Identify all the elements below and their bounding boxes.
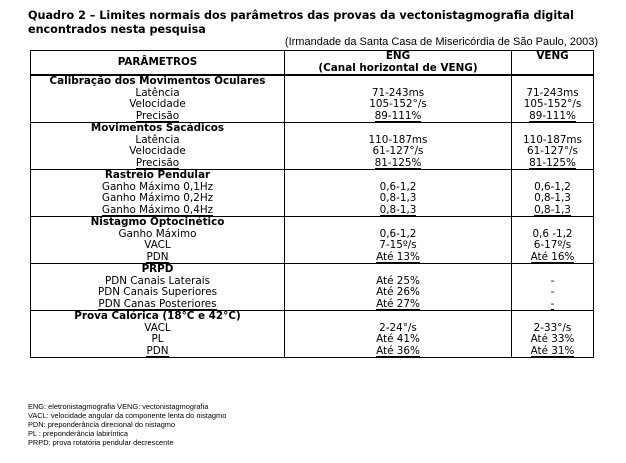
veng-value-text: 89-111% bbox=[529, 109, 576, 122]
parameter-cell bbox=[31, 170, 285, 217]
section-row bbox=[31, 264, 594, 311]
eng-value bbox=[287, 111, 509, 123]
veng-value-text: Até 33% bbox=[530, 333, 575, 345]
veng-value-text: 6-17º/s bbox=[533, 239, 572, 251]
eng-value bbox=[287, 346, 509, 358]
veng-value bbox=[514, 346, 591, 358]
parameter-label bbox=[33, 252, 282, 264]
footnote: VACL: velocidade angular da componente lenta do nistagmo bbox=[28, 411, 227, 421]
eng-cell bbox=[285, 311, 512, 358]
veng-value bbox=[514, 240, 591, 252]
header-veng: VENG bbox=[512, 51, 594, 76]
eng-value bbox=[287, 193, 509, 205]
eng-value-text: 0,6-1,2 bbox=[379, 180, 417, 193]
parameter-label bbox=[33, 240, 282, 252]
section-title: Movimentos Sacádicos bbox=[90, 122, 225, 134]
veng-value bbox=[514, 111, 591, 123]
veng-value bbox=[514, 299, 591, 311]
section-title: Prova Calórica (18°C e 42°C) bbox=[74, 310, 241, 322]
veng-value-text: 110-187ms bbox=[523, 133, 582, 146]
parameter-label-text: PDN Canas Posteriores bbox=[98, 297, 217, 310]
parameter-cell bbox=[31, 311, 285, 358]
veng-value bbox=[514, 193, 591, 205]
eng-value-text: 81-125% bbox=[374, 156, 422, 169]
eng-value-text: 71-243ms bbox=[371, 86, 425, 99]
source-citation: (Irmandade da Santa Casa de Misericórdia de São Paulo, 2003) bbox=[284, 36, 598, 48]
veng-value-text: - bbox=[550, 286, 555, 298]
section-row bbox=[31, 217, 594, 264]
veng-value-text: 71-243ms bbox=[526, 86, 579, 99]
parameter-label-text: VACL bbox=[144, 321, 171, 334]
parameter-cell bbox=[31, 123, 285, 170]
veng-cell bbox=[512, 123, 594, 170]
parameter-label-text: Velocidade bbox=[129, 145, 186, 157]
parameter-label-text: PDN bbox=[146, 344, 169, 357]
parameter-label bbox=[33, 205, 282, 217]
eng-value bbox=[287, 252, 509, 264]
document-title: Quadro 2 – Limites normais dos parâmetros das provas da vectonistagmografia digital encontrados nesta pesquisa bbox=[28, 9, 574, 36]
eng-value-text: 0,8-1,3 bbox=[379, 192, 417, 204]
header-eng-title: ENG bbox=[385, 50, 411, 62]
parameter-label-text: Latência bbox=[135, 86, 180, 99]
parameter-label bbox=[33, 99, 282, 111]
veng-value-text: 0,8-1,3 bbox=[534, 203, 571, 216]
veng-cell bbox=[512, 311, 594, 358]
parameter-label bbox=[33, 111, 282, 123]
veng-value bbox=[514, 287, 591, 299]
veng-value-text: 81-125% bbox=[529, 156, 576, 169]
section-row bbox=[31, 170, 594, 217]
veng-value bbox=[514, 99, 591, 111]
veng-value bbox=[514, 252, 591, 264]
eng-value-text: 0,6-1,2 bbox=[379, 227, 417, 240]
eng-cell bbox=[285, 217, 512, 264]
section-title: PRPD bbox=[141, 263, 174, 275]
parameter-label-text: Ganho Máximo bbox=[118, 227, 197, 240]
parameter-label-text: Velocidade bbox=[129, 98, 186, 110]
parameter-label bbox=[33, 146, 282, 158]
veng-value-text: Até 31% bbox=[530, 344, 575, 357]
eng-cell bbox=[285, 170, 512, 217]
eng-value-text: Até 36% bbox=[376, 344, 420, 357]
footnotes bbox=[28, 402, 226, 447]
footnote: PDN: preponderância direcional do nistagmo bbox=[28, 420, 176, 430]
veng-value-text: 0,6-1,2 bbox=[534, 180, 571, 193]
parameter-label bbox=[33, 193, 282, 205]
eng-value bbox=[287, 334, 509, 346]
eng-value bbox=[287, 299, 509, 311]
eng-value bbox=[287, 158, 509, 170]
eng-cell bbox=[285, 123, 512, 170]
parameter-cell bbox=[31, 217, 285, 264]
veng-value bbox=[514, 158, 591, 170]
parameter-label-text: Ganho Máximo 0,1Hz bbox=[101, 180, 214, 193]
veng-cell bbox=[512, 217, 594, 264]
eng-value-text: 61-127°/s bbox=[372, 145, 424, 157]
eng-value-text: 0,8-1,3 bbox=[379, 203, 417, 216]
parameter-label bbox=[33, 299, 282, 311]
header-eng-subtitle: (Canal horizontal de VENG) bbox=[318, 61, 478, 74]
parameter-label-text: PDN bbox=[146, 250, 169, 263]
eng-value bbox=[287, 99, 509, 111]
veng-value-text: 0,8-1,3 bbox=[534, 192, 571, 204]
eng-value-text: 105-152°/s bbox=[369, 98, 427, 110]
parameter-label bbox=[33, 334, 282, 346]
veng-value-text: 2-33°/s bbox=[533, 321, 572, 334]
table-body bbox=[31, 75, 594, 358]
section-row bbox=[31, 311, 594, 358]
eng-value-text: 7-15º/s bbox=[379, 239, 417, 251]
parameter-label-text: PDN Canais Laterais bbox=[104, 274, 211, 287]
veng-cell bbox=[512, 264, 594, 311]
parameter-label-text: Precisão bbox=[135, 109, 180, 122]
eng-value-text: 2-24°/s bbox=[379, 321, 417, 334]
parameter-cell bbox=[31, 75, 285, 123]
section-row bbox=[31, 75, 594, 123]
veng-value-text: - bbox=[550, 274, 555, 287]
parameter-label bbox=[33, 346, 282, 358]
eng-value bbox=[287, 205, 509, 217]
parameter-label-text: VACL bbox=[144, 239, 171, 251]
eng-value bbox=[287, 146, 509, 158]
parameter-label-text: PDN Canais Superiores bbox=[97, 286, 218, 298]
eng-value-text: 110-187ms bbox=[368, 133, 428, 146]
section-row bbox=[31, 123, 594, 170]
eng-value-text: Até 13% bbox=[376, 250, 420, 263]
footnote: PRPD: prova rotatória pendular decrescente bbox=[28, 438, 174, 448]
eng-value-text: 89-111% bbox=[374, 109, 422, 122]
footnote: ENG: eletronistagmografia VENG: vectonistagmografia bbox=[28, 402, 209, 411]
eng-value bbox=[287, 240, 509, 252]
veng-cell bbox=[512, 170, 594, 217]
eng-value bbox=[287, 287, 509, 299]
eng-cell bbox=[285, 264, 512, 311]
footnote: PL : preponderância labiríntica bbox=[28, 429, 128, 439]
header-eng bbox=[285, 51, 512, 76]
parameter-label bbox=[33, 158, 282, 170]
veng-value bbox=[514, 334, 591, 346]
veng-value-text: - bbox=[550, 297, 555, 310]
parameters-table bbox=[30, 50, 594, 358]
veng-value-text: 61-127°/s bbox=[527, 145, 578, 157]
veng-value bbox=[514, 205, 591, 217]
eng-value-text: Até 41% bbox=[376, 333, 420, 345]
veng-value-text: 0,6 -1,2 bbox=[532, 227, 573, 240]
header-row bbox=[31, 51, 594, 76]
parameter-label-text: Ganho Máximo 0,4Hz bbox=[101, 203, 214, 216]
section-title: Rastreio Pendular bbox=[104, 169, 211, 181]
eng-cell bbox=[285, 75, 512, 123]
parameter-cell bbox=[31, 264, 285, 311]
veng-value-text: 105-152°/s bbox=[523, 98, 582, 110]
veng-value-text: Até 16% bbox=[530, 250, 575, 263]
section-title: Calibração dos Movimentos Oculares bbox=[49, 75, 266, 87]
parameter-label-text: PL bbox=[151, 333, 164, 345]
parameter-label-text: Latência bbox=[135, 133, 180, 146]
parameter-label-text: Precisão bbox=[135, 156, 180, 169]
eng-value-text: Até 27% bbox=[376, 297, 420, 310]
header-parameters: PARÂMETROS bbox=[31, 51, 285, 76]
section-title: Nistagmo Optocinético bbox=[90, 216, 225, 228]
eng-value-text: Até 25% bbox=[376, 274, 420, 287]
veng-cell bbox=[512, 75, 594, 123]
veng-value bbox=[514, 146, 591, 158]
eng-value-text: Até 26% bbox=[376, 286, 420, 298]
parameter-label-text: Ganho Máximo 0,2Hz bbox=[101, 192, 214, 204]
parameter-label bbox=[33, 287, 282, 299]
